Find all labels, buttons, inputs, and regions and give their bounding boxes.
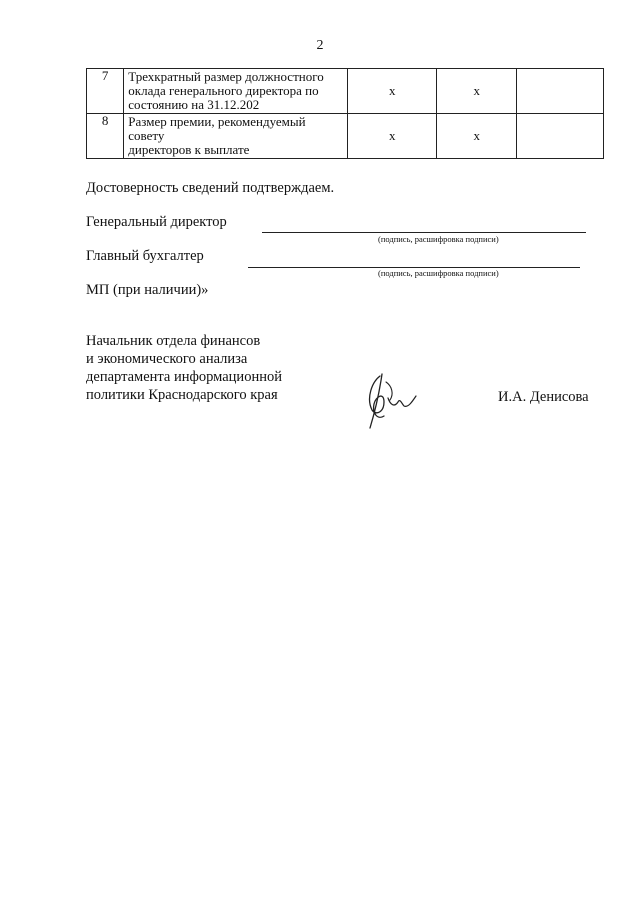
signer-position-line: департамента информационной	[86, 369, 282, 385]
general-director-signature-caption: (подпись, расшифровка подписи)	[378, 234, 499, 244]
general-director-signature-line	[262, 232, 586, 233]
row-description-line: Размер премии, рекомендуемый совету	[128, 114, 306, 143]
table-row	[87, 69, 604, 114]
page-number: 2	[316, 38, 324, 53]
row-description-line: состоянию на 31.12.202	[128, 97, 260, 112]
row-number: 7	[87, 69, 124, 114]
row-number: 8	[87, 114, 124, 159]
signer-position-line: Начальник отдела финансов	[86, 333, 261, 349]
stamp-label: МП (при наличии)»	[86, 282, 209, 298]
chief-accountant-signature-caption: (подпись, расшифровка подписи)	[378, 268, 499, 278]
table-row	[87, 114, 604, 159]
signer-name: И.А. Денисова	[498, 389, 589, 405]
signer-position-line: политики Краснодарского края	[86, 387, 278, 403]
row-cell-col5	[517, 114, 604, 159]
row-description-line: оклада генерального директора по	[128, 83, 319, 98]
row-description-line: директоров к выплате	[128, 142, 250, 157]
row-cell-col3: х	[348, 69, 437, 114]
general-director-label: Генеральный директор	[86, 214, 227, 230]
chief-accountant-label: Главный бухгалтер	[86, 248, 204, 264]
row-description	[124, 69, 348, 114]
row-cell-col4: х	[437, 69, 517, 114]
row-description-line: Трехкратный размер должностного	[128, 69, 324, 84]
row-cell-col3: х	[348, 114, 437, 159]
row-cell-col5	[517, 69, 604, 114]
signer-position-line: и экономического анализа	[86, 351, 248, 367]
row-description	[124, 114, 348, 159]
confirmation-text: Достоверность сведений подтверждаем.	[86, 180, 335, 196]
handwritten-signature	[358, 368, 420, 430]
row-cell-col4: х	[437, 114, 517, 159]
data-table	[86, 68, 604, 159]
